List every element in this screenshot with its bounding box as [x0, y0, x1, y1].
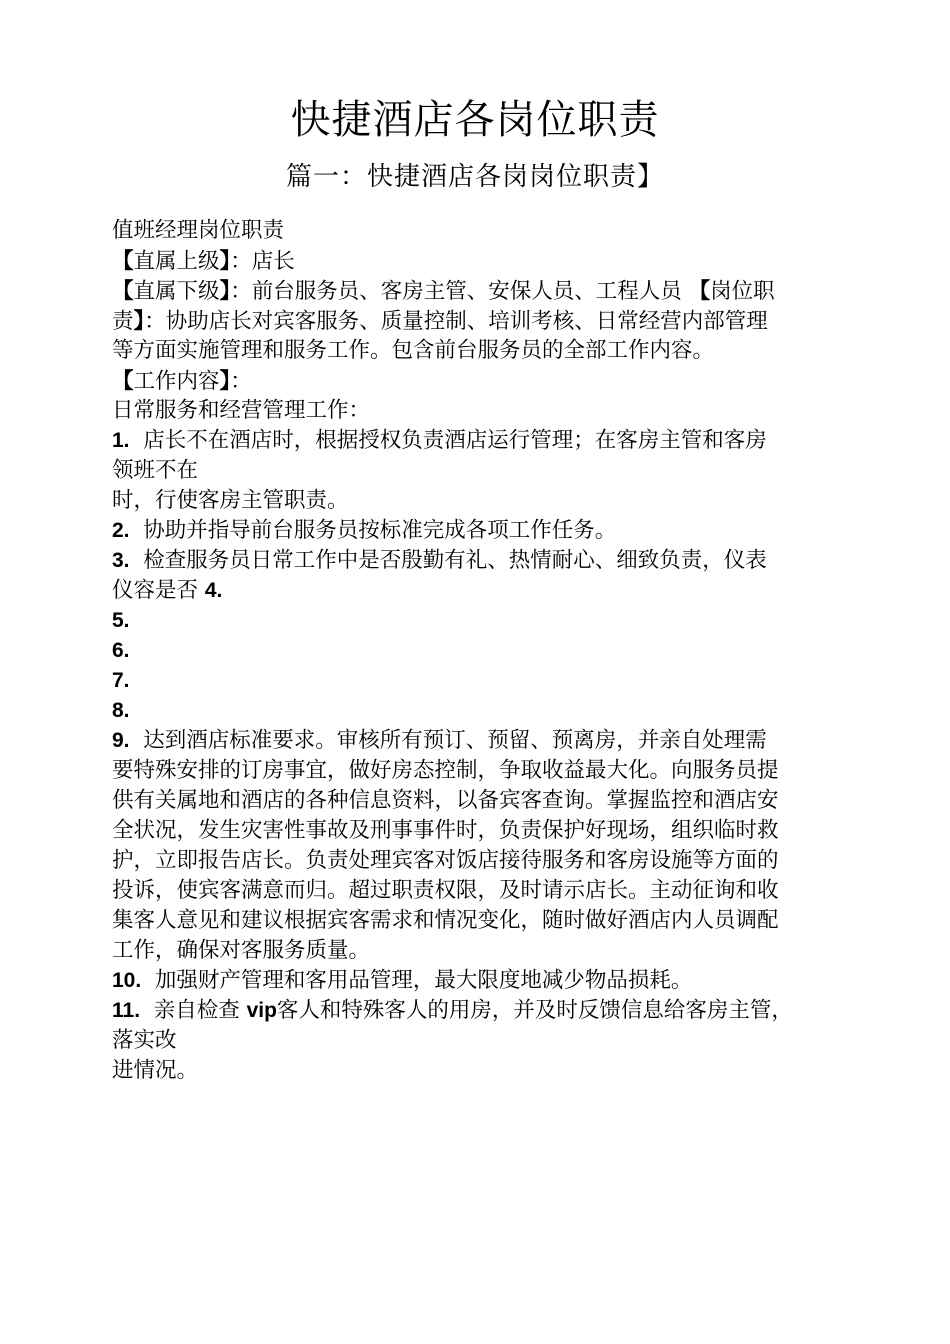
text-segment: 落实改	[112, 1028, 177, 1053]
text-segment: 责	[112, 309, 134, 334]
text-line	[112, 756, 852, 786]
text-line	[112, 306, 852, 336]
list-number: 2.	[112, 519, 130, 542]
text-line	[112, 426, 852, 456]
list-number: 5.	[112, 609, 130, 632]
text-segment: 时，行使客房主管职责。	[112, 488, 349, 513]
text-line	[112, 1026, 852, 1056]
text-line	[112, 726, 852, 756]
text-line	[112, 546, 852, 576]
list-number: 6.	[112, 639, 130, 662]
document-title: 快捷酒店各岗位职责	[290, 97, 660, 143]
text-line	[112, 606, 852, 636]
text-segment: ：前台服务员、客房主管、安保人员、工程人员	[230, 279, 682, 304]
text-line	[112, 1056, 852, 1086]
bracket-close: 】	[133, 309, 145, 333]
text-segment: 全状况，发生灾害性事故及刑事事件时，负责保护好现场，组织临时救	[112, 818, 779, 843]
text-line	[112, 816, 852, 846]
text-line	[112, 246, 852, 276]
text-line	[112, 786, 852, 816]
document-subtitle: 篇一：快捷酒店各岗岗位职责】	[285, 162, 664, 192]
text-segment: 供有关属地和酒店的各种信息资料，以备宾客查询。掌握监控和酒店安	[112, 788, 779, 813]
text-line	[112, 216, 852, 246]
text-segment: 工作内容	[133, 369, 220, 394]
text-segment: 工作，确保对客服务质量。	[112, 938, 371, 963]
text-segment: 等方面实施管理和服务工作。包含前台服务员的全部工作内容。	[112, 338, 715, 363]
list-number: 9.	[112, 729, 130, 752]
text-line	[112, 456, 852, 486]
text-segment: 护，立即报告店长。负责处理宾客对饭店接待服务和客房设施等方面的	[112, 848, 779, 873]
text-segment: 协助并指导前台服务员按标准完成各项工作任务。	[143, 518, 617, 543]
text-segment: 亲自检查	[153, 998, 240, 1023]
text-segment: ：店长	[230, 249, 295, 274]
text-segment: 进情况。	[112, 1058, 199, 1083]
text-segment: 客人和特殊客人的用房，并及时反馈信息给客房主管，	[276, 998, 793, 1023]
text-line	[112, 396, 852, 426]
bracket-open: 【	[112, 369, 134, 393]
text-segment: 岗位职	[710, 279, 775, 304]
text-line	[112, 636, 852, 666]
text-segment: 日常服务和经营管理工作：	[112, 398, 371, 423]
text-line	[112, 666, 852, 696]
text-segment: 仪容是否	[112, 578, 199, 603]
text-line	[112, 486, 852, 516]
text-segment: 加强财产管理和客用品管理，最大限度地减少物品损耗。	[154, 968, 693, 993]
list-number: 10.	[112, 969, 142, 992]
text-line	[112, 516, 852, 546]
text-segment: 直属上级	[133, 249, 220, 274]
text-line	[112, 876, 852, 906]
inline-latin: vip	[246, 999, 277, 1022]
text-line	[112, 906, 852, 936]
bracket-close: 】	[219, 369, 231, 393]
list-number: 4.	[204, 579, 223, 602]
text-segment: 检查服务员日常工作中是否殷勤有礼、热情耐心、细致负责，仪表	[143, 548, 767, 573]
text-segment: 领班不在	[112, 458, 199, 483]
text-line	[112, 336, 852, 366]
list-number: 3.	[112, 549, 130, 572]
text-line	[112, 366, 852, 396]
text-line	[112, 996, 852, 1026]
text-segment: 集客人意见和建议根据宾客需求和情况变化，随时做好酒店内人员调配	[112, 908, 779, 933]
bracket-open: 【	[688, 279, 711, 303]
text-segment: 投诉，使宾客满意而归。超过职责权限，及时请示店长。主动征询和收	[112, 878, 779, 903]
text-segment: ：	[230, 369, 252, 394]
text-line	[112, 936, 852, 966]
text-segment: 值班经理岗位职责	[112, 218, 285, 243]
bracket-close: 】	[219, 279, 231, 303]
text-line	[112, 576, 852, 606]
bracket-open: 【	[112, 249, 134, 273]
text-segment: 要特殊安排的订房事宜，做好房态控制，争取收益最大化。向服务员提	[112, 758, 779, 783]
text-segment: 直属下级	[133, 279, 220, 304]
text-line	[112, 696, 852, 726]
bracket-open: 【	[112, 279, 134, 303]
bracket-close: 】	[219, 249, 231, 273]
list-number: 1.	[112, 429, 130, 452]
text-segment: ：协助店长对宾客服务、质量控制、培训考核、日常经营内部管理	[144, 309, 768, 334]
list-number: 11.	[112, 999, 141, 1022]
text-segment: 店长不在酒店时，根据授权负责酒店运行管理；在客房主管和客房	[143, 428, 767, 453]
list-number: 7.	[112, 669, 130, 692]
text-segment: 达到酒店标准要求。审核所有预订、预留、预离房，并亲自处理需	[143, 728, 767, 753]
text-line	[112, 966, 852, 996]
list-number: 8.	[112, 699, 130, 722]
text-line	[112, 846, 852, 876]
text-line	[112, 276, 852, 306]
document-body	[112, 216, 852, 1086]
